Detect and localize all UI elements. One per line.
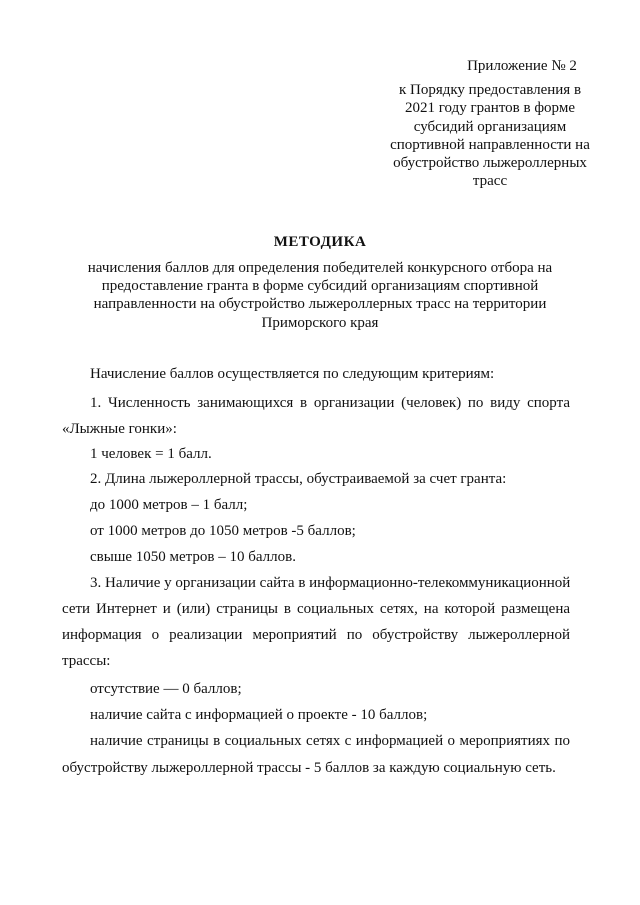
appendix-line: субсидий организациям — [413, 118, 567, 135]
intro-paragraph: Начисление баллов осуществляется по следующим критериям: — [90, 366, 495, 382]
appendix-line: к Порядку предоставления в — [398, 82, 582, 99]
criterion-1-line-1: 1. Численность занимающихся в организации (человек) по виду спорта — [90, 395, 570, 411]
subtitle-line: направленности на обустройство лыжероллерных трасс на территории — [93, 296, 547, 313]
criterion-3-option-1: отсутствие — 0 баллов; — [90, 681, 242, 697]
criterion-3-line-3: информация о реализации мероприятий по обустройству лыжероллерной — [62, 627, 570, 643]
appendix-number: Приложение № 2 — [467, 58, 577, 74]
criterion-1-line-2: «Лыжные гонки»: — [62, 421, 177, 437]
criterion-2-option-1: до 1000 метров – 1 балл; — [90, 497, 248, 513]
document-heading: МЕТОДИКА — [273, 234, 367, 250]
appendix-line: обустройство лыжероллерных — [393, 155, 587, 172]
criterion-1-score: 1 человек = 1 балл. — [90, 446, 212, 462]
document-subtitle — [60, 259, 580, 332]
criterion-3-line-1: 3. Наличие у организации сайта в информационно-телекоммуникационной — [90, 575, 571, 591]
appendix-block — [340, 57, 640, 190]
appendix-line: 2021 году грантов в форме — [405, 100, 575, 117]
criterion-3-option-3-line-1: наличие страницы в социальных сетях с информацией о мероприятиях по — [90, 733, 570, 749]
subtitle-line: предоставление гранта в форме субсидий организациям спортивной — [101, 278, 539, 295]
criterion-3-option-2: наличие сайта с информацией о проекте - 10 баллов; — [90, 707, 428, 723]
appendix-line: спортивной направленности на — [390, 136, 590, 153]
criterion-2-title: 2. Длина лыжероллерной трассы, обустраиваемой за счет гранта: — [90, 471, 507, 487]
subtitle-line: начисления баллов для определения победителей конкурсного отбора на — [87, 260, 553, 276]
criterion-3-option-3-line-2: обустройству лыжероллерной трассы - 5 баллов за каждую социальную сеть. — [62, 760, 556, 776]
appendix-line: трасс — [472, 173, 508, 190]
criterion-3-line-2: сети Интернет и (или) страницы в социальных сетях, на которой размещена — [62, 601, 570, 617]
criterion-2-option-3: свыше 1050 метров – 10 баллов. — [90, 549, 296, 565]
criterion-3-line-4: трассы: — [62, 653, 111, 669]
criterion-2-option-2: от 1000 метров до 1050 метров -5 баллов; — [90, 523, 356, 539]
subtitle-line: Приморского края — [261, 314, 379, 331]
